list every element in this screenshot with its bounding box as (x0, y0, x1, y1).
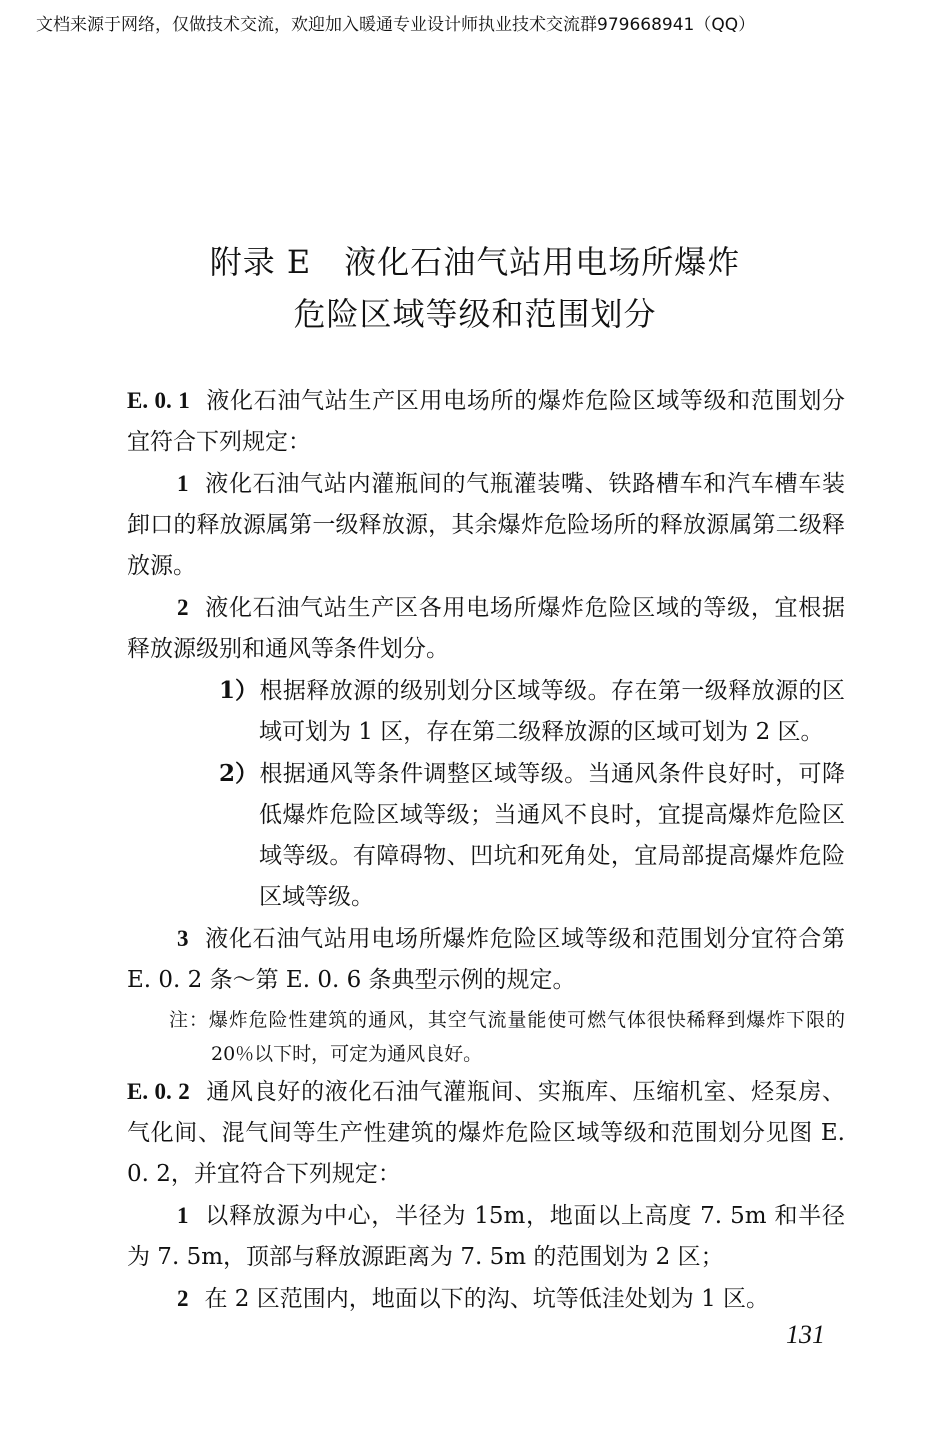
clause-e02 (127, 1071, 845, 1195)
title-line-2: 危险区域等级和范围划分 (293, 295, 657, 333)
appendix-title (0, 236, 950, 340)
sub-item-number: 2） (219, 760, 259, 787)
clause-e01-note: 注：爆炸危险性建筑的通风，其空气流量能使可燃气体很快稀释到爆炸下限的 20％以下时，可定为通风良好。 (169, 1009, 845, 1065)
clause-e01-item-2 (127, 587, 845, 670)
page-number: 131 (786, 1320, 825, 1349)
clause-e02-item-2 (127, 1278, 845, 1320)
sub-item-number: 1） (219, 677, 259, 704)
title-line-1: 附录 E 液化石油气站用电场所爆炸 (209, 243, 741, 281)
item-text: 在 2 区范围内，地面以下的沟、坑等低洼处划为 1 区。 (204, 1286, 770, 1312)
clause-e01 (127, 380, 845, 463)
clause-text: 液化石油气站生产区用电场所的爆炸危险区域等级和范围划分宜符合下列规定： (127, 388, 846, 455)
clause-e01-item-2-sub-2 (127, 753, 845, 918)
item-text: 以释放源为中心，半径为 15m，地面以上高度 7. 5m 和半径为 7. 5m，顶部与释放源距离为 7. 5m 的范围划为 2 区； (127, 1203, 845, 1270)
clause-e01-item-1 (127, 463, 845, 587)
clause-e01-item-2-sub-1 (127, 670, 845, 753)
item-number: 1 (177, 471, 189, 496)
clause-e02-item-1 (127, 1195, 845, 1278)
source-note: 文档来源于网络，仅做技术交流，欢迎加入暖通专业设计师执业技术交流群979668941（QQ） (36, 15, 756, 35)
item-number: 2 (177, 1286, 189, 1311)
clause-number: E. 0. 2 (127, 1079, 190, 1104)
clause-number: E. 0. 1 (127, 388, 190, 413)
clause-text: 通风良好的液化石油气灌瓶间、实瓶库、压缩机室、烃泵房、气化间、混气间等生产性建筑的爆炸危险区域等级和范围划分见图 E. 0. 2，并宜符合下列规定： (127, 1079, 846, 1187)
sub-item-text: 根据通风等条件调整区域等级。当通风条件良好时，可降低爆炸危险区域等级；当通风不良时，宜提高爆炸危险区域等级。有障碍物、凹坑和死角处，宜局部提高爆炸危险区域等级。 (259, 761, 845, 910)
item-number: 1 (177, 1203, 189, 1228)
clause-e01-item-3 (127, 918, 845, 1001)
item-text: 液化石油气站生产区各用电场所爆炸危险区域的等级，宜根据释放源级别和通风等条件划分。 (127, 595, 845, 662)
item-text: 液化石油气站内灌瓶间的气瓶灌装嘴、铁路槽车和汽车槽车装卸口的释放源属第一级释放源，其余爆炸危险场所的释放源属第二级释放源。 (127, 471, 845, 579)
document-body (127, 380, 845, 1320)
item-text: 液化石油气站用电场所爆炸危险区域等级和范围划分宜符合第 E. 0. 2 条～第 E. 0. 6 条典型示例的规定。 (127, 926, 845, 993)
item-number: 3 (177, 926, 189, 951)
item-number: 2 (177, 595, 189, 620)
sub-item-text: 根据释放源的级别划分区域等级。存在第一级释放源的区域可划为 1 区，存在第二级释放源的区域可划为 2 区。 (259, 678, 845, 745)
